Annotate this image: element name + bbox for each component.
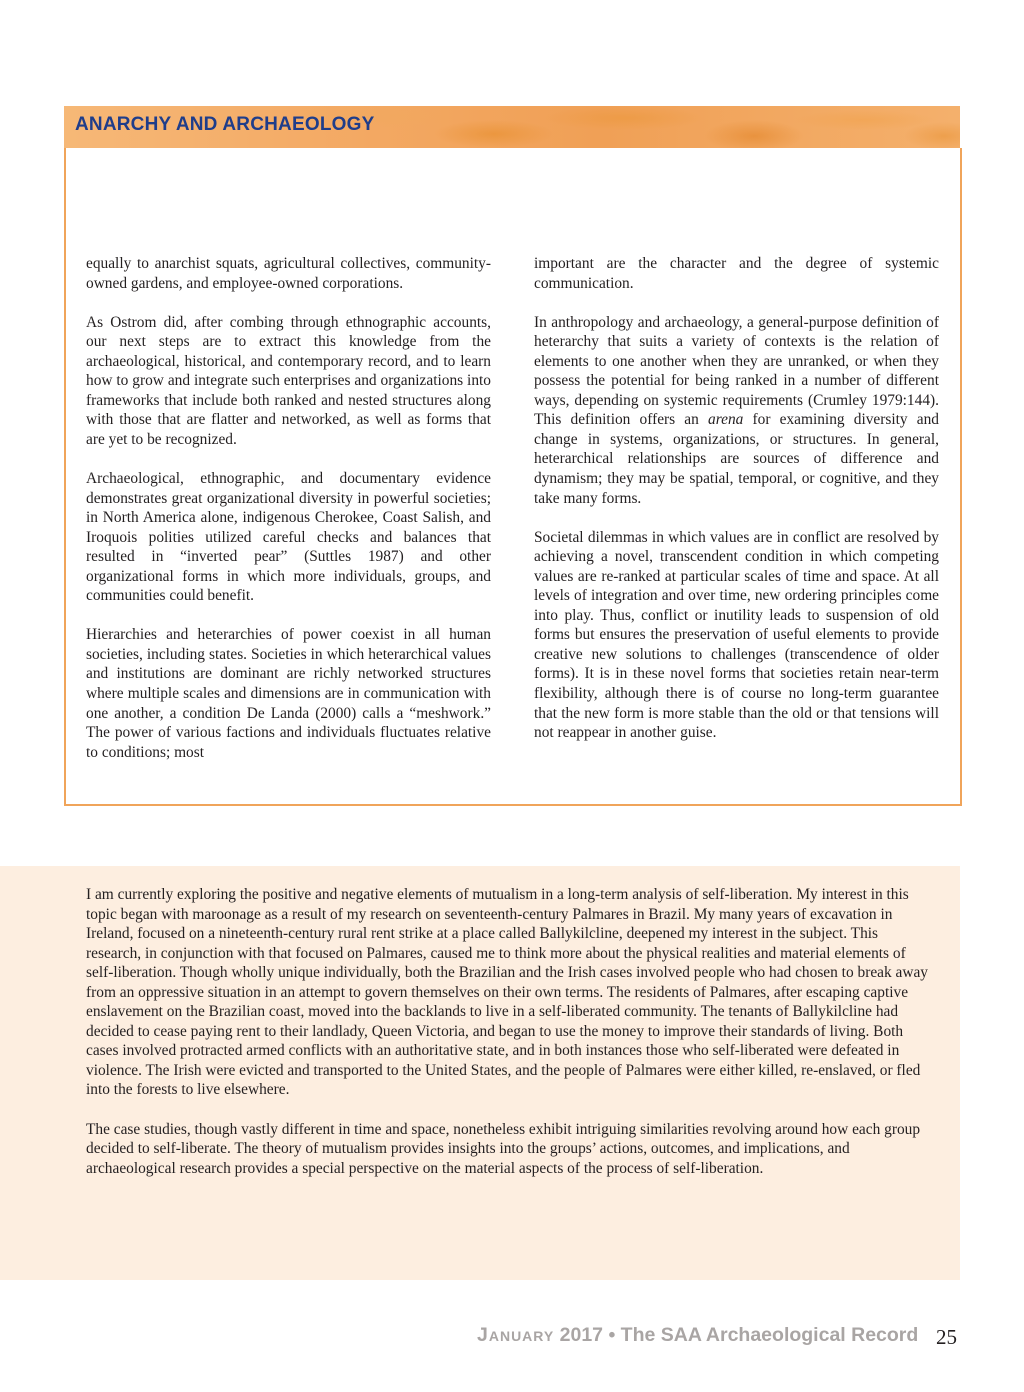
article-right-column	[534, 254, 939, 743]
footer-issue: 2017 • The SAA Archaeological Record	[559, 1324, 919, 1346]
right-paragraph-2	[534, 313, 939, 508]
right-paragraph-2-end: for examining diversity and change in systems, organizations, or structures. In general, heterarchical relationships are sources of difference and dynamism; they may be spatial, temporal, or cognitive, and they take many forms.	[534, 411, 939, 507]
footer-month: January	[477, 1324, 555, 1346]
left-paragraph-1: equally to anarchist squats, agricultural collectives, community-owned gardens, and employee-owned corporations.	[86, 255, 491, 292]
left-paragraph-4: Hierarchies and heterarchies of power coexist in all human societies, including states. Societies in which heterarchical values and institutions are dominant are richly networked structures where multiple scales and dimensions are in communication with one another, a condition De Landa (2000) calls a “meshwork.” The power of various factions and individuals fluctuates relative to conditions; most	[86, 626, 491, 761]
sidebar-paragraph-2: The case studies, though vastly different in time and space, nonetheless exhibit intriguing similarities revolving around how each group decided to self-liberate. The theory of mutualism provides insights into the groups’ actions, outcomes, and implications, and archaeological research provides a special perspective on the material aspects of the process of self-liberation.	[86, 1120, 921, 1177]
right-paragraph-2-start: In anthropology and archaeology, a general-purpose definition of heterarchy that suits a variety of contexts is the relation of elements to one another when they are unranked, or when they possess the potential for being ranked in a number of different ways, depending on systemic requirements (Crumley 1979:144). This definition offers an	[534, 313, 939, 429]
article-left-column	[86, 254, 491, 762]
page-number: 25	[936, 1325, 957, 1349]
sidebar-text	[86, 885, 934, 1198]
right-paragraph-3: Societal dilemmas in which values are in conflict are resolved by achieving a novel, transcendent condition in which competing values are re-ranked at particular scales of time and space. At all levels of integration and over time, new ordering principles come into play. Thus, conflict or inutility leads to suspension of old forms but ensures the preservation of useful elements to provide creative new solutions to challenges (transcendence of older forms). It is in these novel forms that societies retain near-term flexibility, although there is of course no long-term guarantee that the new form is more stable than the old or that tensions will not reappear in another guise.	[534, 528, 939, 742]
journal-footer	[477, 1324, 919, 1347]
arena-emphasis: arena	[708, 411, 744, 429]
sidebar-paragraph-1: I am currently exploring the positive and negative elements of mutualism in a long-term analysis of self-liberation. My interest in this topic began with maroonage as a result of my research on seventeenth-century Palmares in Brazil. My many years of excavation in Ireland, focused on a nineteenth-century rural rent strike at a place called Ballykilcline, deepened my interest in the subject. This research, in conjunction with that focused on Palmares, caused me to think more about the physical realities and material elements of self-liberation. Though wholly unique individually, both the Brazilian and the Irish cases involved people who had chosen to break away from an oppressive situation in an attempt to govern themselves on their own terms. The residents of Palmares, after escaping captive enslavement on the Brazilian coast, moved into the backlands to live in a self-liberated community. The tenants of Ballykilcline had decided to cease paying rent to their landlady, Queen Victoria, and began to use the money to improve their standards of living. Both cases involved protracted armed conflicts with an authoritative state, and in both instances those who self-liberated were defeated in violence. The Irish were evicted and transported to the United States, and the people of Palmares were either killed, re-enslaved, or fled into the forests to live elsewhere.	[86, 886, 928, 1099]
section-header-bar	[64, 106, 960, 148]
left-paragraph-2: As Ostrom did, after combing through ethnographic accounts, our next steps are to extract this knowledge from the archaeological, historical, and contemporary record, and to learn how to grow and integrate such enterprises and organizations into frameworks that include both ranked and nested structures along with those that are flatter and networked, as well as forms that are yet to be recognized.	[86, 313, 491, 448]
section-title: ANARCHY AND ARCHAEOLOGY	[75, 114, 375, 135]
right-paragraph-1: important are the character and the degree of systemic communication.	[534, 255, 939, 292]
left-paragraph-3: Archaeological, ethnographic, and documentary evidence demonstrates great organizational diversity in powerful societies; in North America alone, indigenous Cherokee, Coast Salish, and Iroquois polities utilized careful checks and balances that resulted in “inverted pear” (Suttles 1987) and other organizational forms in which more individuals, groups, and communities could benefit.	[86, 470, 491, 605]
